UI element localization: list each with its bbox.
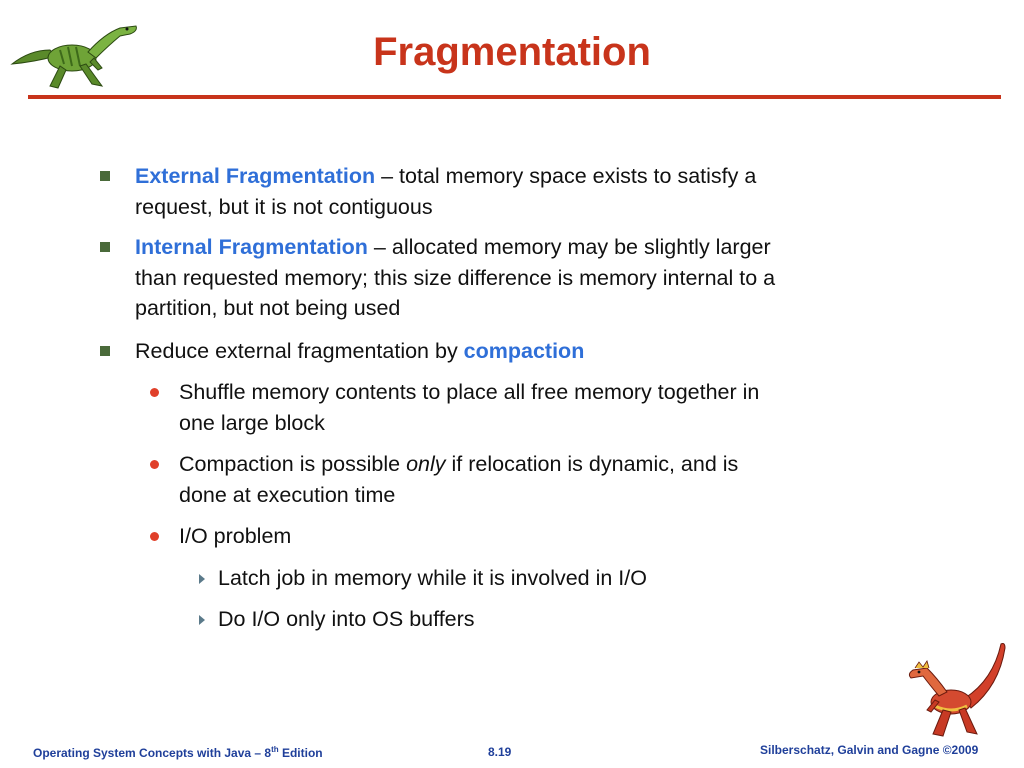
bullet-text: than requested memory; this size difference is memory internal to a — [135, 265, 776, 290]
bullet-text: I/O problem — [179, 524, 292, 548]
bullet-text: request, but it is not contiguous — [135, 194, 433, 219]
slide-title: Fragmentation — [373, 30, 651, 74]
title-divider — [28, 95, 1001, 99]
sub-bullet-shuffle — [179, 377, 939, 438]
bullet-text: Latch job in memory while it is involved in I/O — [218, 566, 647, 590]
sub-bullet-compaction — [179, 449, 939, 510]
sub-sub-bullet-latch — [218, 563, 958, 594]
bullet-text: Do I/O only into OS buffers — [218, 607, 475, 631]
bullet-text: – total memory space exists to satisfy a — [375, 164, 757, 188]
triangle-bullet-icon — [199, 615, 205, 625]
emphasis-text: only — [406, 452, 446, 476]
bullet-text: one large block — [179, 410, 325, 435]
bullet-text: partition, but not being used — [135, 296, 401, 320]
dot-bullet-icon — [150, 460, 159, 469]
bullet-internal-fragmentation — [135, 232, 935, 324]
square-bullet-icon — [100, 171, 110, 181]
term-internal-fragmentation: Internal Fragmentation — [135, 235, 368, 259]
bullet-text: Shuffle memory contents to place all free memory together in — [179, 380, 760, 404]
footer-slide-number: 8.19 — [488, 745, 512, 759]
dot-bullet-icon — [150, 532, 159, 541]
footer-book-title: Operating System Concepts with Java – 8th Edition — [33, 745, 323, 760]
sub-bullet-io-problem — [179, 521, 939, 552]
term-external-fragmentation: External Fragmentation — [135, 164, 376, 188]
bullet-text: Compaction is possible — [179, 452, 407, 476]
bullet-text: Reduce external fragmentation by — [135, 339, 464, 363]
bullet-text: if relocation is dynamic, and is — [445, 452, 739, 476]
bullet-text: – allocated memory may be slightly larger — [367, 235, 771, 259]
bullet-reduce-fragmentation — [135, 336, 935, 367]
sub-sub-bullet-os-buffers — [218, 604, 958, 635]
red-dinosaur-icon — [905, 640, 1013, 742]
footer-copyright: Silberschatz, Galvin and Gagne ©2009 — [760, 743, 979, 757]
square-bullet-icon — [100, 242, 110, 252]
bullet-text: done at execution time — [179, 482, 396, 507]
triangle-bullet-icon — [199, 574, 205, 584]
term-compaction: compaction — [463, 339, 585, 363]
dot-bullet-icon — [150, 388, 159, 397]
square-bullet-icon — [100, 346, 110, 356]
bullet-external-fragmentation — [135, 161, 935, 222]
